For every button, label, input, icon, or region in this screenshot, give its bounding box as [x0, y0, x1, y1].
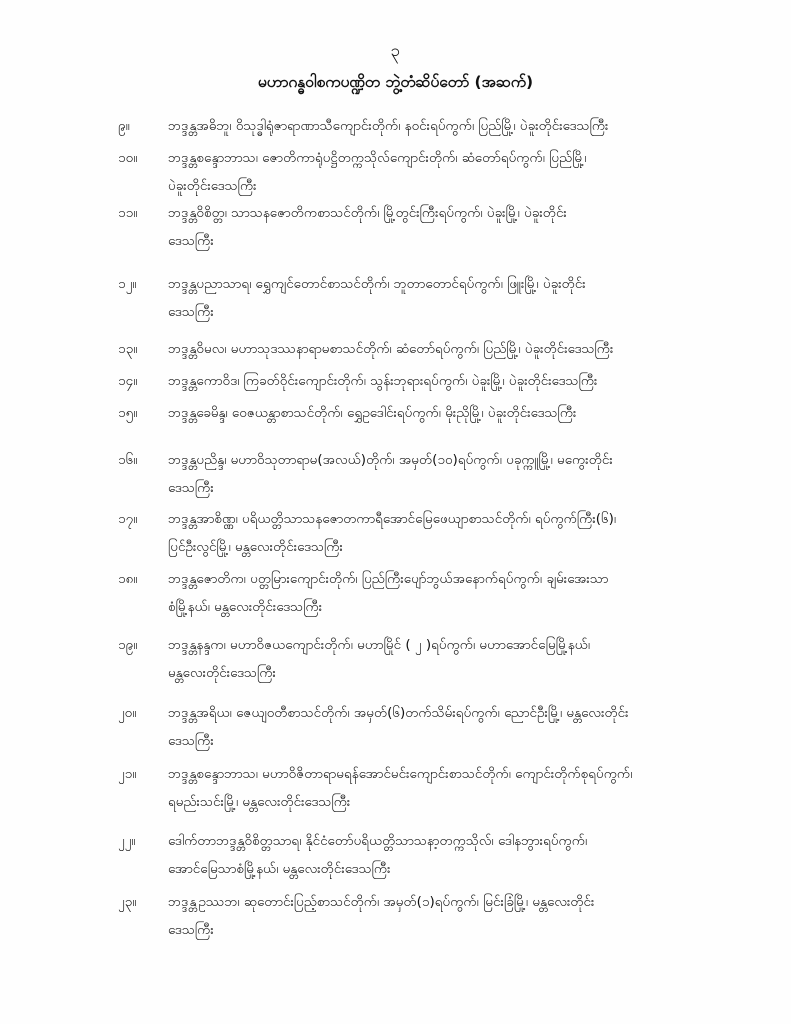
entry-text-line: စံမြို့နယ်၊ မန္တလေးတိုင်းဒေသကြီး — [168, 599, 323, 615]
entry-text — [168, 367, 724, 395]
entry-text-line: ဘဒ္ဒန္တပညိန္ဒ၊ မဟာဝိသုတာရာမ(အလယ်)တိုက်၊ အမှတ်(၁၀)ရပ်ကွက်၊ ပခုက္ကူမြို့၊ မကွေးတိုင်း — [168, 452, 613, 468]
entry-text-line: ဒေသကြီး — [168, 233, 214, 249]
entry-number: ၁၅။ — [118, 405, 138, 421]
entry-text-line: မန္တလေးတိုင်းဒေသကြီး — [168, 665, 276, 681]
entry-text-line: ဘဒ္ဒန္တကောဝိဒ၊ ကြခတ်ဝိုင်းကျောင်းတိုက်၊ သွန်းဘုရားရပ်ကွက်၊ ပဲခူးမြို့၊ ပဲခူးတိုင်းဒေသကြီး — [168, 373, 598, 389]
entry-text-line: ရမည်းသင်းမြို့၊ မန္တလေးတိုင်းဒေသကြီး — [168, 794, 351, 810]
entry-text-line: ဘဒ္ဒန္တအဓိဘူ၊ ဝိသုဒ္ဓါရုံဇာရာဏာသီကျောင်းတိုက်၊ နဝင်းရပ်ကွက်၊ ပြည်မြို့၊ ပဲခူးတိုင်းဒေသကြီး — [168, 118, 609, 134]
entry-text-line: ဒေသကြီး — [168, 922, 214, 938]
entry-text — [168, 888, 724, 944]
entry-text — [168, 199, 724, 255]
entry-text-line: ဘဒ္ဒန္တဝိမလ၊ မဟာသုဒဿနာရာမစာသင်တိုက်၊ ဆံတော်ရပ်ကွက်၊ ပြည်မြို့၊ ပဲခူးတိုင်းဒေသကြီး — [168, 341, 614, 357]
entry-number: ၁၉။ — [118, 637, 138, 653]
entry-text-line: ပဲခူးတိုင်းဒေသကြီး — [168, 178, 257, 194]
entry-number: ၁၈။ — [118, 571, 138, 587]
entry-text-line: ဒေါက်တာဘဒ္ဒန္တဝိစိတ္တသာရ၊ နိုင်ငံတော်ပရိယတ္တိသာသနာ့တက္ကသိုလ်၊ ဒေါနဘွားရပ်ကွက်၊ — [168, 833, 588, 849]
entry-text-line: ဒေသကြီး — [168, 480, 214, 496]
entry-text-line: ဘဒ္ဒန္တစန္ဒောဘာသ၊ မဟာဝိဇိတာရာမရန်အောင်မင်းကျောင်းစာသင်တိုက်၊ ကျောင်းတိုက်စုရပ်ကွက်၊ — [168, 766, 633, 782]
entry-number: ၉။ — [118, 118, 130, 134]
entry-text — [168, 112, 724, 140]
entry-text — [168, 505, 724, 561]
entry-text-line: ဘဒ္ဒန္တအာစိဏ္ဏ၊ ပရိယတ္တိသာသနဇောတကာရီအောင်မြေဖေယျာစာသင်တိုက်၊ ရပ်ကွက်ကြီး(၆)၊ — [168, 511, 617, 527]
entry-text — [168, 827, 724, 883]
entry-number: ၁၃။ — [118, 341, 138, 357]
entry-text-line: ဘဒ္ဒန္တအရိယ၊ ဇေယျဝတီစာသင်တိုက်၊ အမှတ်(၆)တက်သိမ်းရပ်ကွက်၊ ညောင်ဦးမြို့၊ မန္တလေးတိုင်း — [168, 705, 629, 721]
entry-text-line: ဘဒ္ဒန္တခေမိန္ဒ၊ ဝေဇယန္တာစာသင်တိုက်၊ ရွှေဥဒေါင်းရပ်ကွက်၊ မိုးညိုမြို့၊ ပဲခူးတိုင်းဒေသကြီး — [168, 405, 577, 421]
entry-text — [168, 270, 724, 326]
entry-number: ၁၁။ — [118, 205, 138, 221]
entry-text-line: ပြင်ဦးလွင်မြို့၊ မန္တလေးတိုင်းဒေသကြီး — [168, 539, 343, 555]
entry-text — [168, 699, 724, 755]
entry-text — [168, 399, 724, 427]
entry-text-line: ဘဒ္ဒန္တဝိစိတ္တ၊ သာသနဇောတိကစာသင်တိုက်၊ မြို့တွင်းကြီးရပ်ကွက်၊ ပဲခူးမြို့၊ ပဲခူးတိုင်း — [168, 205, 567, 221]
entry-text — [168, 565, 724, 621]
entry-number: ၂၁။ — [118, 766, 137, 782]
entry-text — [168, 760, 724, 816]
entry-number: ၂၃။ — [118, 894, 137, 910]
entry-text-line: ဘဒ္ဒန္တဇောတိက၊ ပတ္တမြားကျောင်းတိုက်၊ ပြည်ကြီးပျော်ဘွယ်အနောက်ရပ်ကွက်၊ ချမ်းအေးသာ — [168, 571, 609, 587]
entry-text — [168, 446, 724, 502]
entry-number: ၁၆။ — [118, 452, 138, 468]
entry-number: ၁၇။ — [118, 511, 138, 527]
entry-text-line: ဘဒ္ဒန္တဥဿဘ၊ ဆုတောင်းပြည့်စာသင်တိုက်၊ အမှတ်(၁)ရပ်ကွက်၊ မြင်းခြံမြို့၊ မန္တလေးတိုင်း — [168, 894, 595, 910]
entry-number: ၂၀။ — [118, 705, 137, 721]
entry-text-line: အောင်မြေသာစံမြို့နယ်၊ မန္တလေးတိုင်းဒေသကြီး — [168, 861, 391, 877]
entry-number: ၁၀။ — [118, 150, 138, 166]
entry-number: ၁၄။ — [118, 373, 138, 389]
entry-text — [168, 631, 724, 687]
entry-text-line: ဒေသကြီး — [168, 733, 214, 749]
entry-text — [168, 335, 724, 363]
entry-number: ၂၂။ — [118, 833, 136, 849]
page-title: မဟာဂန္ဓဝါစကပဏ္ဍိတ ဘွဲ့တံဆိပ်တော် (အဆက်) — [257, 73, 534, 91]
entry-text — [168, 144, 724, 200]
entry-text-line: ဘဒ္ဒန္တပညာသာရ၊ ရွှေကျင်တောင်စာသင်တိုက်၊ ဘူတာတောင်ရပ်ကွက်၊ ဖြူးမြို့၊ ပဲခူးတိုင်း — [168, 276, 586, 292]
entry-text-line: ဘဒ္ဒန္တစန္ဒောဘာသ၊ ဇောတိကာရုံပဋ္ဌိတက္ကသိုလ်ကျောင်းတိုက်၊ ဆံတော်ရပ်ကွက်၊ ပြည်မြို့၊ — [168, 150, 587, 166]
entry-text-line: ဘဒ္ဒန္တနန္ဒက၊ မဟာဝိဇယကျောင်းတိုက်၊ မဟာမြိုင် ( ၂ )ရပ်ကွက်၊ မဟာအောင်မြေမြို့နယ်၊ — [168, 637, 590, 653]
entry-text-line: ဒေသကြီး — [168, 304, 214, 320]
entry-number: ၁၂။ — [118, 276, 137, 292]
page-number: ၃ — [390, 41, 401, 61]
